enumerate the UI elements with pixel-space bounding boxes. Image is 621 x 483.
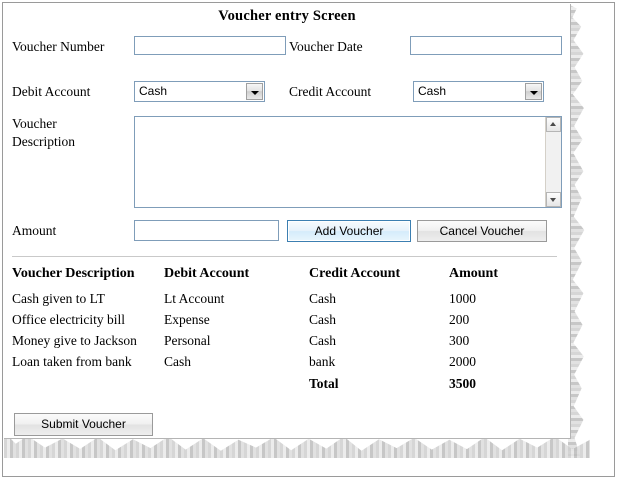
total-label: Total: [309, 376, 339, 391]
voucher-description-textarea[interactable]: [134, 116, 562, 208]
cell-description: Office electricity bill: [12, 312, 125, 327]
table-row: [12, 289, 542, 310]
total-spacer-1: [12, 373, 164, 395]
chevron-down-icon[interactable]: [525, 83, 542, 100]
amount-input[interactable]: [134, 220, 279, 241]
cell-amount: 1000: [449, 291, 476, 306]
table-row: [12, 310, 542, 331]
voucher-number-input[interactable]: [134, 36, 286, 55]
voucher-date-label: Voucher Date: [289, 39, 363, 54]
table-header-row: [12, 266, 542, 289]
header-debit-account: Debit Account: [164, 266, 250, 281]
section-divider: [12, 256, 557, 257]
cell-debit: Expense: [164, 312, 210, 327]
cell-amount: 300: [449, 333, 470, 348]
cell-description: Loan taken from bank: [12, 354, 132, 369]
debit-account-select[interactable]: [134, 81, 265, 102]
add-voucher-button[interactable]: Add Voucher: [287, 220, 411, 242]
cancel-voucher-button[interactable]: Cancel Voucher: [417, 220, 547, 242]
scroll-down-icon[interactable]: [546, 192, 561, 207]
table-row: [12, 352, 542, 373]
voucher-table: [12, 266, 542, 395]
cell-credit: Cash: [309, 291, 336, 306]
header-amount: Amount: [449, 266, 499, 281]
voucher-description-label-line1: Voucher: [12, 116, 57, 131]
page-title: Voucher entry Screen: [218, 8, 356, 24]
cell-debit: Lt Account: [164, 291, 225, 306]
cell-credit: Cash: [309, 333, 336, 348]
cell-debit: Cash: [164, 354, 191, 369]
debit-account-label: Debit Account: [12, 84, 91, 99]
voucher-entry-form: [4, 4, 571, 439]
voucher-number-label: Voucher Number: [12, 39, 105, 54]
debit-account-selected-value: Cash: [139, 84, 168, 98]
credit-account-selected-value: Cash: [418, 84, 447, 98]
voucher-description-label-line2: Description: [12, 134, 75, 149]
cell-description: Money give to Jackson: [12, 333, 137, 348]
scroll-up-icon[interactable]: [546, 117, 561, 132]
cell-credit: Cash: [309, 312, 336, 327]
chevron-down-icon[interactable]: [246, 83, 263, 100]
total-spacer-2: [164, 373, 309, 395]
cell-debit: Personal: [164, 333, 211, 348]
total-value: 3500: [449, 376, 476, 391]
cell-amount: 200: [449, 312, 470, 327]
cell-description: Cash given to LT: [12, 291, 105, 306]
cell-credit: bank: [309, 354, 336, 369]
header-credit-account: Credit Account: [309, 266, 401, 281]
table-row: [12, 331, 542, 352]
credit-account-label: Credit Account: [289, 84, 372, 99]
header-description: Voucher Description: [12, 266, 135, 281]
credit-account-select[interactable]: [413, 81, 544, 102]
voucher-description-text[interactable]: [135, 117, 545, 207]
amount-label: Amount: [12, 223, 57, 238]
cell-amount: 2000: [449, 354, 476, 369]
voucher-date-input[interactable]: [410, 36, 562, 55]
description-scrollbar[interactable]: [545, 117, 561, 207]
submit-voucher-button[interactable]: Submit Voucher: [14, 413, 153, 436]
table-total-row: [12, 373, 542, 395]
